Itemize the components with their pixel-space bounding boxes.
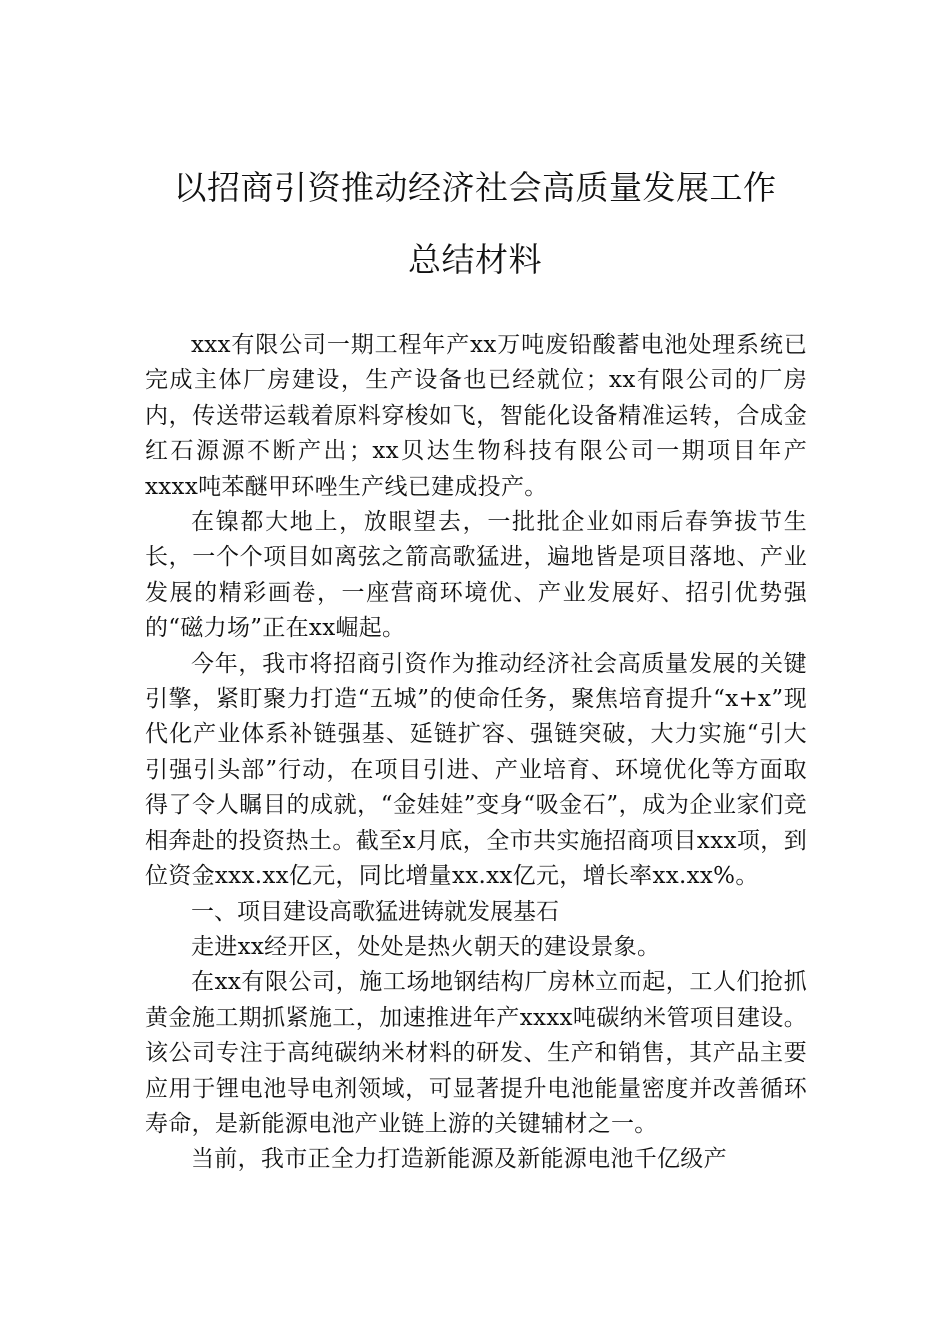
section-paragraph-1: 走进xx经开区，处处是热火朝天的建设景象。: [191, 933, 661, 960]
section-paragraph-3: 当前，我市正全力打造新能源及新能源电池千亿级产: [191, 1146, 727, 1173]
document-title-line-2: 总结材料: [408, 240, 542, 279]
paragraph-3: 今年，我市将招商引资作为推动经济社会高质量发展的关键引擎，紧盯聚力打造“五城”的使命任务，聚焦培育提升“x+x”现代化产业体系补链强基、延链扩容、强链突破，大力实施“引大引强引头部”行动，在项目引进、产业培育、环境优化等方面取得了令人瞩目的成就，“金娃娃”变身“吸金石”，成为企业家们竞相奔赴的投资热土。截至x月底，全市共实施招商项目xxx项，到位资金xxx.xx亿元，同比增量xx.xx亿元，增长率xx.xx%。: [145, 650, 807, 890]
section-paragraph-2: 在xx有限公司，施工场地钢结构厂房林立而起，工人们抢抓黄金施工期抓紧施工，加速推进年产xxxx吨碳纳米管项目建设。该公司专注于高纯碳纳米材料的研发、生产和销售，其产品主要应用于锂电池导电剂领域，可显著提升电池能量密度并改善循环寿命，是新能源电池产业链上游的关键辅材之一。: [145, 969, 807, 1137]
paragraph-1: xxx有限公司一期工程年产xx万吨废铅酸蓄电池处理系统已完成主体厂房建设，生产设备也已经就位；xx有限公司的厂房内，传送带运载着原料穿梭如飞，智能化设备精准运转，合成金红石源源不断产出；xx贝达生物科技有限公司一期项目年产xxxx吨苯醚甲环唑生产线已建成投产。: [145, 332, 807, 500]
document-body: [145, 328, 807, 1178]
paragraph-2: 在镍都大地上，放眼望去，一批批企业如雨后春笋拔节生长，一个个项目如离弦之箭高歌猛进，遍地皆是项目落地、产业发展的精彩画卷，一座营商环境优、产业发展好、招引优势强的“磁力场”正在xx崛起。: [145, 509, 807, 642]
section-heading: 一、项目建设高歌猛进铸就发展基石: [191, 898, 559, 925]
document-title-line-1: 以招商引资推动经济社会高质量发展工作: [173, 168, 777, 207]
